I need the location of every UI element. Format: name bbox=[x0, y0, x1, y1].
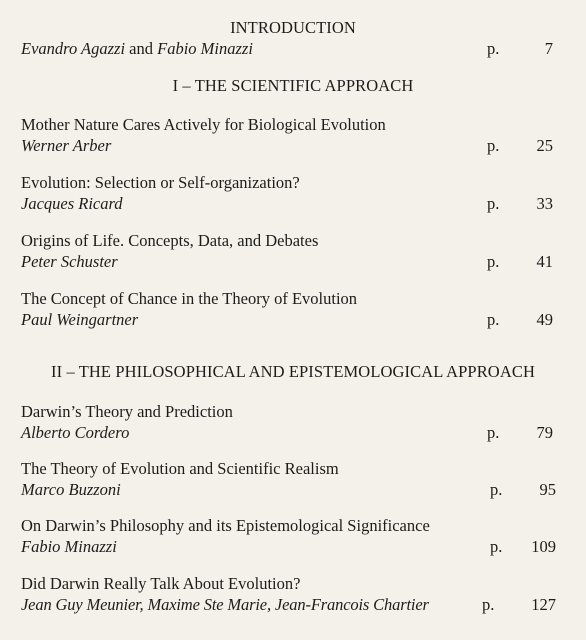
page-number: 7 bbox=[544, 39, 553, 58]
page-prefix: p. bbox=[490, 480, 503, 499]
toc-entry bbox=[21, 515, 561, 557]
page-number: 109 bbox=[531, 537, 556, 556]
entry-author-line bbox=[21, 422, 561, 443]
toc-entry bbox=[21, 172, 561, 214]
introduction-author-2: Fabio Minazzi bbox=[157, 39, 253, 58]
entry-author: Paul Weingartner bbox=[21, 310, 139, 329]
toc-entry bbox=[21, 288, 561, 330]
page-prefix: p. bbox=[487, 39, 500, 58]
entry-author: Jean Guy Meunier, Maxime Ste Marie, Jean-Francois Chartier bbox=[21, 595, 429, 614]
entry-author-line bbox=[21, 135, 561, 156]
entry-author: Jacques Ricard bbox=[21, 194, 123, 213]
entry-author: Alberto Cordero bbox=[21, 423, 130, 442]
entry-author-line bbox=[21, 594, 561, 615]
introduction-author-1: Evandro Agazzi bbox=[21, 39, 126, 58]
section-heading-philosophical: II – THE PHILOSOPHICAL AND EPISTEMOLOGICAL APPROACH bbox=[51, 362, 535, 381]
page-number: 41 bbox=[536, 252, 553, 271]
page-prefix: p. bbox=[482, 595, 495, 614]
page-number: 25 bbox=[536, 136, 553, 155]
entry-title: The Theory of Evolution and Scientific Realism bbox=[21, 459, 339, 478]
introduction-entry bbox=[21, 38, 561, 59]
toc-entry bbox=[21, 230, 561, 272]
page-prefix: p. bbox=[487, 423, 500, 442]
entry-title: Did Darwin Really Talk About Evolution? bbox=[21, 574, 301, 593]
page-number: 79 bbox=[536, 423, 553, 442]
entry-author: Peter Schuster bbox=[21, 252, 118, 271]
page-number: 95 bbox=[539, 480, 556, 499]
entry-author-line bbox=[21, 309, 561, 330]
entry-author: Fabio Minazzi bbox=[21, 537, 117, 556]
entry-author-line bbox=[21, 251, 561, 272]
introduction-heading: INTRODUCTION bbox=[230, 18, 356, 37]
toc-entry bbox=[21, 573, 561, 615]
entry-author-line bbox=[21, 193, 561, 214]
toc-entry bbox=[21, 458, 561, 500]
page-prefix: p. bbox=[490, 537, 503, 556]
page-prefix: p. bbox=[487, 310, 500, 329]
page-prefix: p. bbox=[487, 136, 500, 155]
entry-title: Darwin’s Theory and Prediction bbox=[21, 402, 233, 421]
entry-title: On Darwin’s Philosophy and its Epistemological Significance bbox=[21, 516, 430, 535]
entry-author-line bbox=[21, 479, 561, 500]
page-number: 33 bbox=[536, 194, 553, 213]
entry-title: The Concept of Chance in the Theory of Evolution bbox=[21, 289, 358, 308]
section-heading-scientific: I – THE SCIENTIFIC APPROACH bbox=[172, 76, 414, 95]
entry-author-line bbox=[21, 536, 561, 557]
introduction-author-line bbox=[21, 38, 561, 59]
page-prefix: p. bbox=[487, 194, 500, 213]
page-prefix: p. bbox=[487, 252, 500, 271]
entry-title: Evolution: Selection or Self-organization? bbox=[21, 173, 300, 192]
page-number: 49 bbox=[536, 310, 553, 329]
toc-entry bbox=[21, 401, 561, 443]
toc-entry bbox=[21, 114, 561, 156]
entry-title: Origins of Life. Concepts, Data, and Debates bbox=[21, 231, 319, 250]
entry-author: Werner Arber bbox=[21, 136, 112, 155]
page-number: 127 bbox=[531, 595, 556, 614]
entry-title: Mother Nature Cares Actively for Biological Evolution bbox=[21, 115, 386, 134]
introduction-author-connector: and bbox=[129, 39, 153, 58]
entry-author: Marco Buzzoni bbox=[21, 480, 121, 499]
